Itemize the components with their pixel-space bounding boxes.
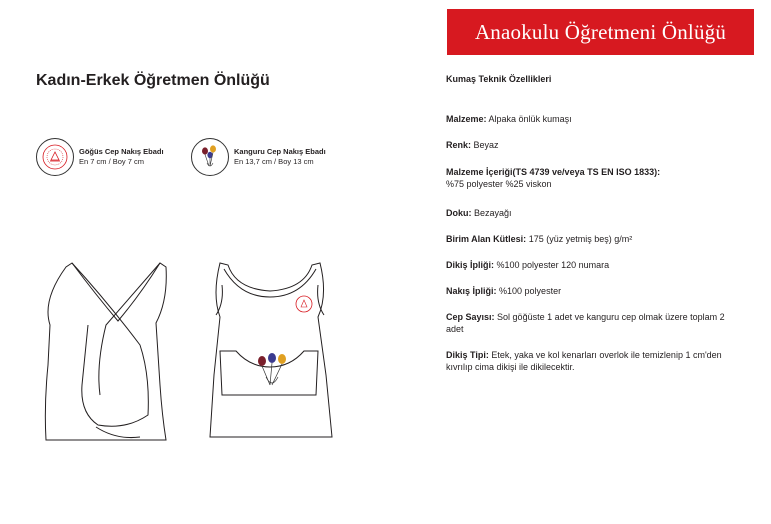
badge-name: Göğüs Cep Nakış Ebadı — [79, 147, 164, 156]
spec-row — [446, 113, 746, 125]
spec-label: Nakış İpliği: — [446, 286, 497, 296]
spec-row — [446, 166, 746, 190]
spec-value: %100 polyester 120 numara — [496, 260, 610, 270]
spec-row — [446, 285, 746, 297]
spec-row — [446, 233, 746, 245]
chest-embroidery-badge — [36, 138, 164, 176]
spec-row — [446, 259, 746, 271]
spec-label: Renk: — [446, 140, 472, 150]
page-title: Kadın-Erkek Öğretmen Önlüğü — [36, 72, 270, 89]
spec-label: Doku: — [446, 208, 472, 218]
ministry-logo-icon — [36, 138, 74, 176]
spec-value: Etek, yaka ve kol kenarları overlok ile temizlenip 1 cm'den kıvrılıp cima dikişi ile dikilecektir. — [446, 350, 722, 372]
spec-row — [446, 139, 746, 151]
spec-row — [446, 311, 736, 335]
spec-value: Bezayağı — [474, 208, 512, 218]
kangaroo-embroidery-badge — [191, 138, 326, 176]
spec-row — [446, 349, 736, 373]
spec-value: %100 polyester — [499, 286, 562, 296]
spec-value: Sol göğüste 1 adet ve kanguru cep olmak üzere toplam 2 adet — [446, 312, 725, 334]
spec-label: Birim Alan Kütlesi: — [446, 234, 527, 244]
spec-value: 175 (yüz yetmiş beş) g/m² — [528, 234, 633, 244]
balloons-icon — [191, 138, 229, 176]
apron-technical-drawing — [36, 255, 346, 455]
apron-front-view — [210, 263, 332, 437]
spec-value: Beyaz — [473, 140, 499, 150]
pocket-balloons-icon — [258, 353, 286, 385]
spec-label: Malzeme: — [446, 114, 487, 124]
spec-label: Malzeme İçeriği(TS 4739 ve/veya TS EN ISO 1833): — [446, 167, 661, 177]
spec-label: Cep Sayısı: — [446, 312, 495, 322]
badge-name: Kanguru Cep Nakış Ebadı — [234, 147, 326, 156]
spec-label: Dikiş Tipi: — [446, 350, 489, 360]
spec-label: Dikiş İpliği: — [446, 260, 495, 270]
badge-size: En 13,7 cm / Boy 13 cm — [234, 157, 314, 166]
badge-size: En 7 cm / Boy 7 cm — [79, 157, 145, 166]
apron-back-view — [45, 263, 166, 440]
chest-logo-icon — [296, 296, 312, 312]
spec-row — [446, 207, 746, 219]
spec-value: %75 polyester %25 viskon — [446, 179, 552, 189]
specs-heading: Kumaş Teknik Özellikleri — [446, 74, 552, 84]
title-banner: Anaokulu Öğretmeni Önlüğü — [447, 9, 754, 55]
fabric-specifications — [446, 73, 746, 372]
spec-value: Alpaka önlük kumaşı — [488, 114, 572, 124]
